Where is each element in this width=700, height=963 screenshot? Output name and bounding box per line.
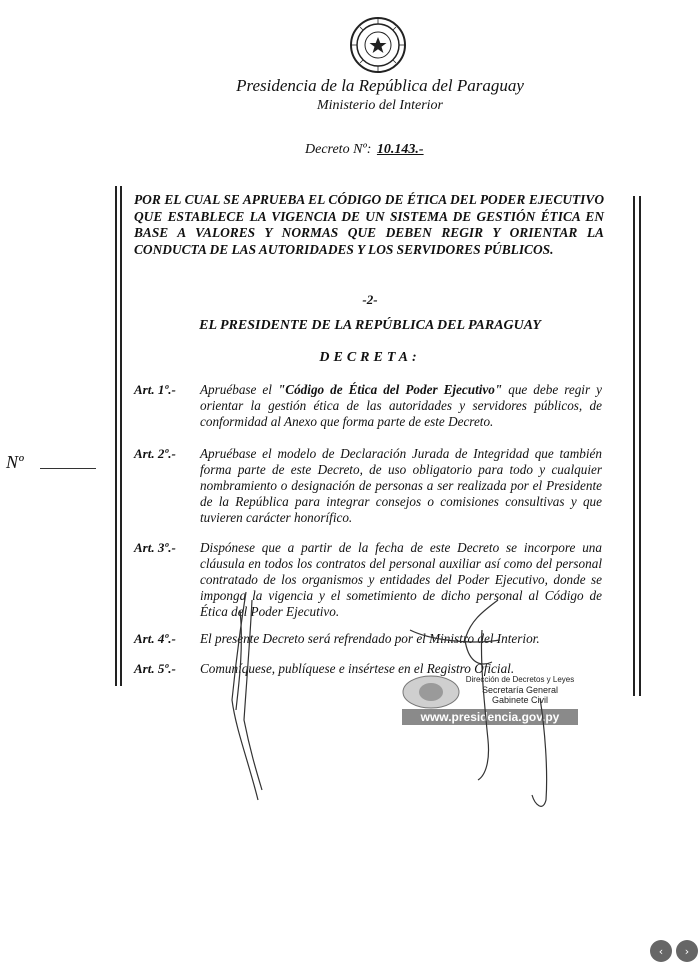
article-3-text: Dispónese que a partir de la fecha de este Decreto se incorpore una cláusula en todos los contratos del personal auxiliar así como del personal contratado de los organismos y entidades del Poder Ejecutivo, donde se imponga la vigencia y el sometimiento de dicho personal al Código de Ética del Poder Ejecutivo. <box>200 540 602 619</box>
left-margin-rule-inner <box>120 186 122 686</box>
article-3-label: Art. 3º.- <box>134 540 176 555</box>
national-seal-icon <box>349 16 407 74</box>
decree-number: 10.143.- <box>376 142 424 157</box>
website-watermark: www.presidencia.gov.py <box>402 709 578 725</box>
letterhead-presidency: Presidencia de la República del Paraguay <box>236 76 524 95</box>
decreta-heading: DECRETA: <box>319 350 421 365</box>
article-2-text: Apruébase el modelo de Declaración Jurada de Integridad que también forma parte de este Decreto, de uso obligatorio para todo y cualquier nombramiento o designación de personas a ser realizada por el Presidente de la República para integrar consejos o comisiones consultivas y que tuvieren carácter honorífico. <box>200 446 602 525</box>
article-1-label: Art. 1º.- <box>134 382 176 397</box>
decree-number-line <box>305 142 424 158</box>
president-heading: EL PRESIDENTE DE LA REPÚBLICA DEL PARAGUAY <box>199 318 541 333</box>
left-margin-rule <box>115 186 117 686</box>
article-5-label: Art. 5º.- <box>134 661 176 676</box>
right-margin-rule-inner <box>639 196 641 696</box>
article-1-text-pre: Apruébase el <box>200 382 278 397</box>
stamp-line-2: Secretaría General <box>481 685 559 695</box>
decree-title: POR EL CUAL SE APRUEBA EL CÓDIGO DE ÉTICA DEL PODER EJECUTIVO QUE ESTABLECE LA VIGENCIA DE UN SISTEMA DE GESTIÓN ÉTICA EN BASE A VALORES Y NORMAS QUE DEBEN REGIR Y ORIENTAR LA CONDUCTA DE LAS AUTORIDADES Y LOS SERVIDORES PÚBLICOS. <box>134 192 604 257</box>
page-number: -2- <box>362 292 378 307</box>
stamp-emblem-icon <box>400 672 462 710</box>
decree-label: Decreto Nº: <box>305 142 372 157</box>
article-2-label: Art. 2º.- <box>134 446 176 461</box>
next-page-button[interactable]: › <box>676 940 698 962</box>
article-4-text: El presente Decreto será refrendado por el Ministro del Interior. <box>200 631 540 646</box>
article-1-text-post: que debe regir y orientar la gestión ética de las autoridades y servidores públicos, de conformidad al Anexo que forma parte de este Decreto. <box>200 382 602 429</box>
registry-stamp <box>460 675 580 705</box>
article-5-text: Comuníquese, publíquese e insértese en el Registro Oficial. <box>200 661 515 676</box>
prev-page-button[interactable]: ‹ <box>650 940 672 962</box>
right-margin-rule <box>633 196 635 696</box>
article-1-code-title: "Código de Ética del Poder Ejecutivo" <box>277 382 503 397</box>
stamp-line-1: Dirección de Decretos y Leyes <box>465 675 575 684</box>
letterhead-ministry: Ministerio del Interior <box>317 98 443 113</box>
stamp-line-3: Gabinete Civil <box>491 695 549 705</box>
article-1-text <box>200 382 602 430</box>
margin-number-line <box>40 468 96 469</box>
article-4-label: Art. 4º.- <box>134 631 176 646</box>
margin-number-note: Nº <box>6 452 24 472</box>
